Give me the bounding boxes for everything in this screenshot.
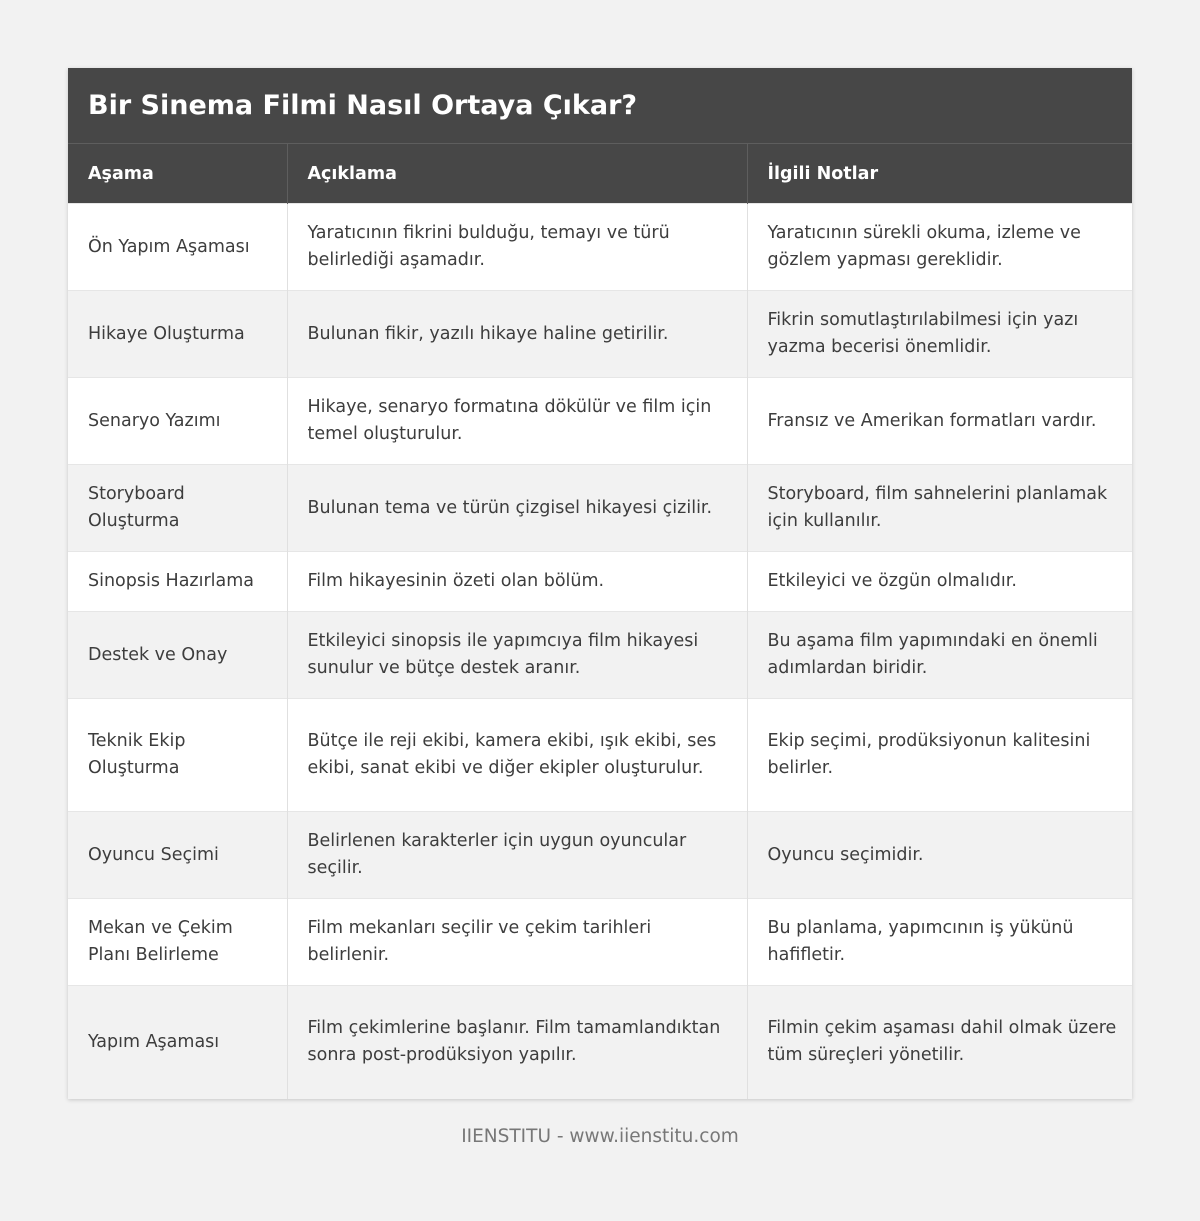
cell-notes: Bu planlama, yapımcının iş yükünü hafifletir. bbox=[747, 899, 1132, 986]
cell-stage: Ön Yapım Aşaması bbox=[68, 204, 287, 291]
footer-credit: IIENSTITU - www.iienstitu.com bbox=[461, 1126, 739, 1147]
table-card bbox=[68, 68, 1132, 1099]
table-row bbox=[68, 378, 1132, 465]
cell-stage: Yapım Aşaması bbox=[68, 986, 287, 1099]
cell-notes: Etkileyici ve özgün olmalıdır. bbox=[747, 552, 1132, 612]
cell-description: Film mekanları seçilir ve çekim tarihleri belirlenir. bbox=[287, 899, 747, 986]
cell-notes: Ekip seçimi, prodüksiyonun kalitesini belirler. bbox=[747, 699, 1132, 812]
cell-notes: Fransız ve Amerikan formatları vardır. bbox=[747, 378, 1132, 465]
cell-stage: Hikaye Oluşturma bbox=[68, 291, 287, 378]
cell-stage: Teknik Ekip Oluşturma bbox=[68, 699, 287, 812]
table-row bbox=[68, 204, 1132, 291]
stages-table bbox=[68, 144, 1132, 1099]
cell-description: Film çekimlerine başlanır. Film tamamlandıktan sonra post-prodüksiyon yapılır. bbox=[287, 986, 747, 1099]
cell-description: Etkileyici sinopsis ile yapımcıya film hikayesi sunulur ve bütçe destek aranır. bbox=[287, 612, 747, 699]
cell-description: Bulunan fikir, yazılı hikaye haline getirilir. bbox=[287, 291, 747, 378]
cell-notes: Yaratıcının sürekli okuma, izleme ve gözlem yapması gereklidir. bbox=[747, 204, 1132, 291]
cell-description: Yaratıcının fikrini bulduğu, temayı ve türü belirlediği aşamadır. bbox=[287, 204, 747, 291]
table-row bbox=[68, 699, 1132, 812]
cell-notes: Fikrin somutlaştırılabilmesi için yazı yazma becerisi önemlidir. bbox=[747, 291, 1132, 378]
cell-stage: Mekan ve Çekim Planı Belirleme bbox=[68, 899, 287, 986]
header-row bbox=[68, 144, 1132, 204]
cell-notes: Oyuncu seçimidir. bbox=[747, 812, 1132, 899]
table-row bbox=[68, 291, 1132, 378]
cell-description: Bulunan tema ve türün çizgisel hikayesi çizilir. bbox=[287, 465, 747, 552]
table-title: Bir Sinema Filmi Nasıl Ortaya Çıkar? bbox=[68, 68, 1132, 144]
cell-description: Belirlenen karakterler için uygun oyuncular seçilir. bbox=[287, 812, 747, 899]
table-row bbox=[68, 986, 1132, 1099]
cell-stage: Destek ve Onay bbox=[68, 612, 287, 699]
table-row bbox=[68, 899, 1132, 986]
column-header-description: Açıklama bbox=[287, 144, 747, 204]
cell-description: Hikaye, senaryo formatına dökülür ve film için temel oluşturulur. bbox=[287, 378, 747, 465]
cell-stage: Senaryo Yazımı bbox=[68, 378, 287, 465]
column-header-stage: Aşama bbox=[68, 144, 287, 204]
cell-notes: Bu aşama film yapımındaki en önemli adımlardan biridir. bbox=[747, 612, 1132, 699]
column-header-notes: İlgili Notlar bbox=[747, 144, 1132, 204]
cell-notes: Storyboard, film sahnelerini planlamak için kullanılır. bbox=[747, 465, 1132, 552]
cell-stage: Storyboard Oluşturma bbox=[68, 465, 287, 552]
cell-stage: Oyuncu Seçimi bbox=[68, 812, 287, 899]
table-row bbox=[68, 812, 1132, 899]
table-row bbox=[68, 465, 1132, 552]
cell-description: Bütçe ile reji ekibi, kamera ekibi, ışık ekibi, ses ekibi, sanat ekibi ve diğer ekipler oluşturulur. bbox=[287, 699, 747, 812]
table-row bbox=[68, 552, 1132, 612]
cell-notes: Filmin çekim aşaması dahil olmak üzere tüm süreçleri yönetilir. bbox=[747, 986, 1132, 1099]
cell-description: Film hikayesinin özeti olan bölüm. bbox=[287, 552, 747, 612]
table-row bbox=[68, 612, 1132, 699]
cell-stage: Sinopsis Hazırlama bbox=[68, 552, 287, 612]
